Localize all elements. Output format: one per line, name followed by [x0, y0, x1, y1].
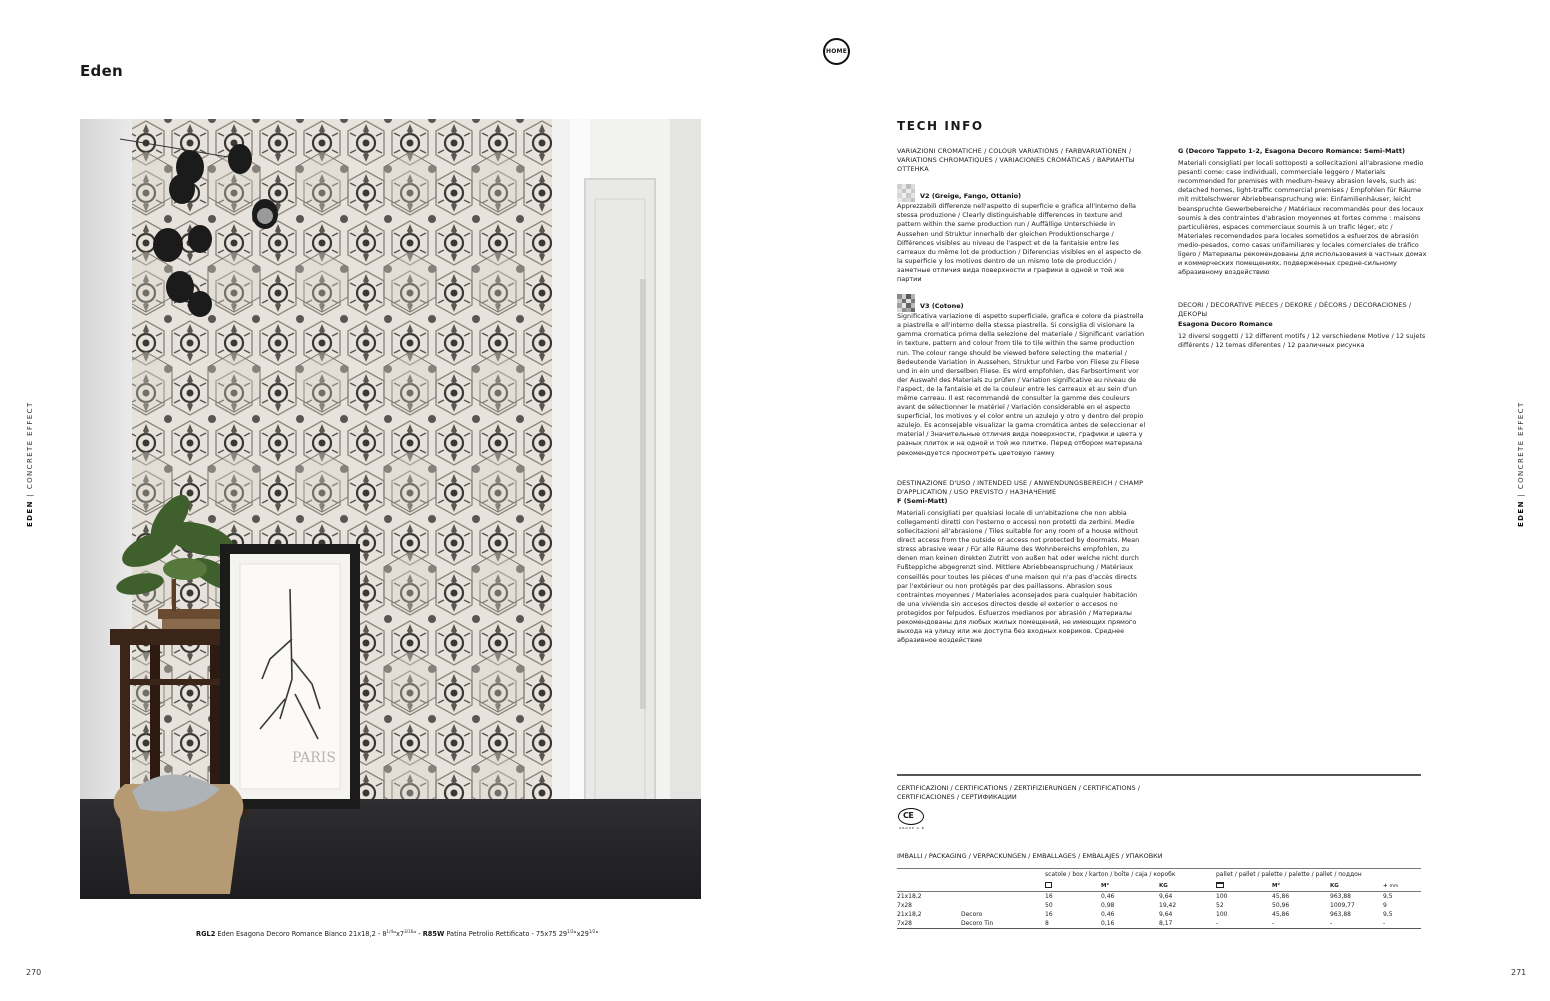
- g-description: Materiali consigliati per locali sottoposti a sollecitazioni all'abrasione medio pesanti come: case individuali, commerciale leggero / Materials recommended for premises with medium-heavy abrasion levels, such as: detached homes, light-traffic commercial premises / Empfohlen für Räume mit mittelschwerer Abriebbeanspruchung wie: Einfamilienhäuser, leicht beanspruchte Gewerbebereiche / Matériaux recommandés pour des locaux soumis à des contraintes d'abrasion moyennes et fortes comme : maisons particulières, espaces commerciaux soumis à un trafic léger, etc / Materiales recomendados para locales sometidos a esfuerzos de abrasión medio-pesados, como casas unifamiliares y locales comerciales de tráfico ligero / Материалы рекомендованы для использования в частных домах и коммерческих помещениях, подверженных средне-сильному абразивному воздействию: [1178, 159, 1427, 277]
- table-row: 21x18,2 Decoro 16 0,46 9,64 100 45,86 963,88 9,5: [897, 910, 1393, 918]
- page-number-left: 270: [26, 968, 42, 977]
- photo-caption: RGL2 Eden Esagona Decoro Romance Bianco $21x18,2 - 8^{1/4}"x7^{3/16}$" - R85W Patina Petrolio Rettificato - 75x75 $29^{1/2}"x29^{1/2}$": [196, 929, 599, 939]
- v2-swatch-icon: [897, 184, 915, 202]
- variations-heading: VARIAZIONI CROMATICHE / COLOUR VARIATIONS / FARBVARIATIONEN / VARIATIONS CHROMATIQUES / VARIACIONES CROMÁTICAS / ВАРИАНТЫ ОТТЕНКА: [897, 147, 1135, 174]
- tech-column-right: [1178, 147, 1428, 350]
- g-label: G (Decoro Tappeto 1-2, Esagona Decoro Romance: Semi-Matt): [1178, 147, 1405, 155]
- v2-label: V2 (Greige, Fango, Ottanio): [920, 192, 1022, 201]
- pallet-group-label: pallet / pallet / palette / palette / pallet / поддон: [1216, 869, 1421, 881]
- interior-photo-illustration: [80, 119, 701, 899]
- side-tab-left: EDEN | CONCRETE EFFECT: [26, 401, 34, 527]
- svg-text:PARIS: PARIS: [292, 750, 336, 766]
- packaging-units-row: M² KG M² KG + mm: [897, 881, 1421, 892]
- decori-description: 12 diversi soggetti / 12 different motifs / 12 verschiedene Motive / 12 sujets différents / 12 temas diferentes / 12 различных рисунка: [1178, 331, 1426, 349]
- v3-label: V3 (Cotone): [920, 302, 964, 311]
- tech-column-left: [897, 147, 1147, 645]
- table-row: 21x18,2 16 0,46 9,64 100 45,86 963,88 9,5: [897, 892, 1393, 900]
- certifications-heading: CERTIFICAZIONI / CERTIFICATIONS / ZERTIFIZIERUNGEN / CERTIFICATIONS / CERTIFICACIONES / СЕРТИФИКАЦИИ: [897, 784, 1140, 802]
- page-number-right: 271: [1511, 968, 1527, 977]
- variation-v2: [897, 184, 1147, 202]
- packaging-heading: IMBALLI / PACKAGING / VERPACKUNGEN / EMBALLAGES / EMBALAJES / УПАКОВКИ: [897, 852, 1163, 860]
- box-icon: [1045, 882, 1052, 888]
- certification-logo-icon: CE GROUP A B: [897, 808, 925, 830]
- decori-heading: DECORI / DECORATIVE PIECES / DEKORE / DÉCORS / DECORACIONES / ДЕКОРЫ: [1178, 301, 1412, 319]
- packaging-group-header: [897, 869, 1421, 881]
- section-divider: [897, 774, 1421, 776]
- home-button[interactable]: HOME: [823, 38, 850, 65]
- f-description: Materiali consigliati per qualsiasi locale di un'abitazione che non abbia collegamenti diretti con l'esterno o accessi non protetti da zerbini. Medie sollecitazioni all'abrasione / Tiles suitable for any room of a house without direct access from the outside or access not protected by doormats. Mean stress abrasive wear / Für alle Räume des Wohnbereichs empfohlen, zu denen man keinen direkten Zutritt von außen hat oder welche nicht durch Fußteppiche abgegrenzt sind. Mittlere Abriebbeanspruchung / Matériaux conseillés pour toutes les pièces d'une maison qui n'a pas d'accès directs par l'extérieur ou non protégés par des paillassons. Abrasion sous contraintes moyennes / Materiales aconsejados para cualquier habitación de una vivienda sin accesos directos desde el exterior o accesos no protegidos por felpudos. Esfuerzos medianos por abrasión / Материалы рекомендованы для любых жилых помещений, не имеющих прямого выхода на улицу или же доступа без входных ковриков. Среднее абразивное воздействие: [897, 508, 1140, 645]
- variation-v3: [897, 294, 1147, 312]
- packaging-table: [897, 868, 1421, 929]
- table-row: 7x28 50 0,98 19,42 52 50,96 1009,77 9: [897, 901, 1387, 909]
- box-group-label: scatole / box / karton / boîte / caja / коробк: [1045, 869, 1216, 881]
- interior-photo: [80, 119, 701, 899]
- v2-description: Apprezzabili differenze nell'aspetto di superficie e grafica all'interno della stessa produzione / Clearly distinguishable differences in texture and pattern within the same production run / Auffällige Unterschiede in Aussehen und Struktur innerhalb der gleichen Produktionscharge / Différences visibles au niveau de l'aspect et de la fantaisie entre les carreaux du même lot de production / Diferencias visibles en el aspecto de la superficie y los motivos dentro de un mismo lote de producción / заметные отличия вида поверхности и графики в одной и той же партии: [897, 202, 1142, 284]
- f-label: F (Semi-Matt): [897, 496, 948, 505]
- table-row: 7x28 Decoro Tin 8 0,16 8,17 - - - -: [897, 919, 1421, 928]
- v3-swatch-icon: [897, 294, 915, 312]
- pallet-icon: [1216, 882, 1224, 888]
- thickness-icon: +: [1383, 882, 1388, 889]
- tech-info-title: TECH INFO: [897, 119, 984, 133]
- page-title: Eden: [80, 62, 124, 80]
- v3-description: Significativa variazione di aspetto superficiale, grafica e colore da piastrella a piastrella e all'interno della stessa piastrella. Si consiglia di visionare la gamma cromatica prima della selezione del materiale / Significant variation in texture, pattern and colour from tile to tile within the same production run. The colour range should be viewed before selecting the material / Bedeutende Variation in Aussehen, Struktur und Farbe von Fliese zu Fliese und in ein und derselben Fliese. Es wird empfohlen, das Farbsortiment vor der Auswahl des Materials zu prüfen / Variation significative au niveau de l'aspect, de la fantaisie et de la couleur entre les carreaux et au sein d'un même carreau. Il est recommandé de consulter la gamme des couleurs avant de sélectionner le matériel / Variación considerable en el aspecto superficial, los motivos y el color entre un azulejo y otro y dentro del propio azulejo. Es aconsejable visualizar la gama cromática antes de seleccionar el material / Значительные отличия вида поверхности, графики и цвета у разных плиток и на одной и той же плитке. Перед отбором материала рекомендуется просмотреть цветовую гамму: [897, 312, 1146, 457]
- decori-name: Esagona Decoro Romance: [1178, 319, 1273, 328]
- destination-heading: DESTINAZIONE D'USO / INTENDED USE / ANWENDUNGSBEREICH / CHAMP D'APPLICATION / USO PREVISTO / НАЗНАЧЕНИЕ: [897, 478, 1144, 496]
- side-tab-right: EDEN | CONCRETE EFFECT: [1517, 401, 1525, 527]
